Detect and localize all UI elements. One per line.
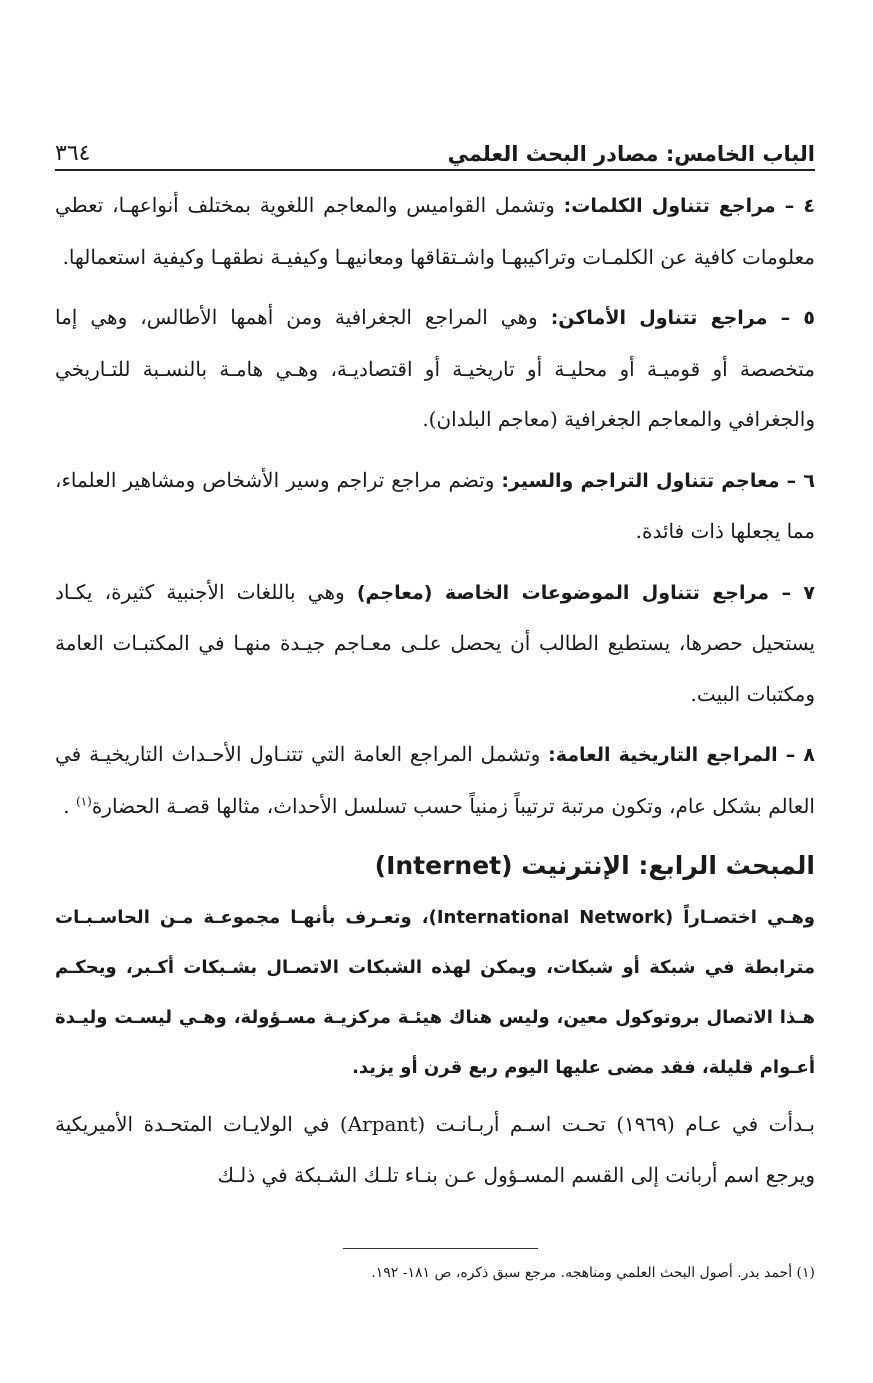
list-item <box>55 292 815 445</box>
list-item-lead: ٨ – المراجع التاريخية العامة: <box>548 744 815 766</box>
list-item <box>55 180 815 282</box>
list-item-text: وتشمل القواميس والمعاجم اللغوية بمختلف أنواعهـا، تعطي معلومات كافية عن الكلمـات وتراكيبهـا واشـتقاقها ومعانيهـا وكيفيـة نطقهـا وكيفية استعمالها. <box>55 193 815 269</box>
list-item-lead: ٥ – مراجع تتناول الأماكن: <box>550 307 815 329</box>
page-number: ٣٦٤ <box>55 141 91 166</box>
footnote: (١) أحمد بدر. أصول البحث العلمي ومناهجه. مرجع سبق ذكره، ص ١٨١- ١٩٢. <box>371 1265 815 1281</box>
body-text <box>55 180 815 1210</box>
section-heading: المبحث الرابع: الإنترنيت (Internet) <box>374 851 815 880</box>
list-item <box>55 455 815 557</box>
list-item <box>55 567 815 720</box>
intro-paragraph: وهـي اختصـاراً (International Network)، وتعـرف بأنهـا مجموعـة مـن الحاسـبـات مترابطة في شبكة أو شبكات، ويمكن لهذه الشبكات الاتصـال بشـبكات أكـبر، ويحكـم هـذا الاتصال بروتوكول معين، وليس هناك هيئـة مركزيـة مسـؤولة، وهـي ليسـت وليـدة أعـوام قليلة، فقد مضى عليها اليوم ربع قرن أو يزيد. <box>55 907 815 1078</box>
page-header <box>55 122 815 166</box>
list-item-lead: ٧ – مراجع تتناول الموضوعات الخاصة (معاجم) <box>356 581 816 604</box>
list-item-lead: ٤ – مراجع تتناول الكلمات: <box>563 195 815 217</box>
header-rule <box>55 169 815 171</box>
list-item-text: وتشمل المراجع العامة التي تتنـاول الأحـداث التاريخيـة في العالم بشكل عام، وتكون مرتبة ترتيباً زمنياً حسب تسلسل الأحداث، مثالها قصـة الحضارة <box>55 742 815 818</box>
list-item-tail: . <box>63 793 76 818</box>
list-item-text: وهي المراجع الجغرافية ومن أهمها الأطالس، وهي إما متخصصة أو قوميـة أو محليـة أو تاريخيـة أو اقتصاديـة، وهـي هامـة بالنسـبة للتـاريخي والجغرافي والمعاجم الجغرافية (معاجم البلدان). <box>55 305 815 431</box>
list-item <box>55 729 815 831</box>
history-paragraph: بـدأت في عـام (١٩٦٩) تحـت اسـم أربـانـت (Arpant) في الولايـات المتحـدة الأميريكية ويرجع اسم أربانت إلى القسم المسـؤول عـن بنـاء تلـك الشـبكة في ذلـك <box>55 1112 815 1187</box>
list-item-text: وتضم مراجع تراجم وسير الأشخاص ومشاهير العلماء، مما يجعلها ذات فائدة. <box>55 467 815 543</box>
running-title: الباب الخامس: مصادر البحث العلمي <box>447 142 815 166</box>
footnote-reference[interactable]: (١) <box>75 793 92 808</box>
list-item-text: وهي باللغات الأجنبية كثيرة، يكـاد يستحيل حصرها، يستطيع الطالب أن يحصل علـى معـاجم جيـدة منهـا في المكتبـات العامة ومكتبات البيت. <box>55 579 815 706</box>
footnote-rule <box>343 1248 538 1249</box>
list-item-lead: ٦ – معاجم تتناول التراجم والسير: <box>501 469 815 492</box>
